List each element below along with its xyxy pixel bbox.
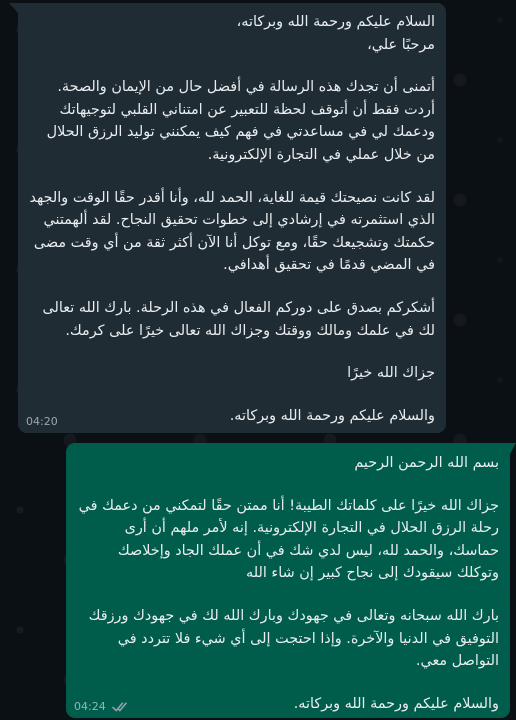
double-check-icon (112, 701, 130, 713)
paragraph-gap (29, 56, 435, 76)
message-greeting: السلام عليكم ورحمة الله وبركاته، (236, 14, 435, 30)
message-time: 04:20 (26, 415, 58, 428)
double-check-icon-svg (112, 701, 130, 713)
paragraph-gap (77, 673, 499, 693)
message-time: 04:24 (74, 700, 106, 713)
message-meta (26, 415, 58, 429)
message-basmala: بسم الله الرحمن الرحيم (354, 455, 499, 471)
paragraph-gap (77, 585, 499, 605)
paragraph-gap (29, 342, 435, 362)
message-closing: والسلام عليكم ورحمة الله وبركاته. (293, 695, 499, 712)
outgoing-message-bubble[interactable] (66, 443, 510, 718)
paragraph-gap (29, 385, 435, 405)
paragraph-gap (77, 475, 499, 495)
message-paragraph: بارك الله سبحانه وتعالى في جهودك وبارك الله لك في جهودك ورزقك التوفيق في الدنيا والآخرة. وإذا احتجت إلى أي شيء فلا تتردد في التواصل معي. (88, 607, 499, 670)
paragraph-gap (29, 167, 435, 187)
message-paragraph: أشكركم بصدق على دوركم الفعال في هذه الرحلة. بارك الله تعالى لك في علمك ومالك ووقتك وجزاك الله تعالى خيرًا على كرمك. (42, 299, 435, 339)
message-meta (74, 700, 130, 714)
message-closing: والسلام عليكم ورحمة الله وبركاته. (229, 407, 435, 424)
message-paragraph: جزاك الله خيرًا (347, 365, 435, 382)
message-paragraph: جزاك الله خيرًا على كلماتك الطيبة! أنا ممتن حقًا لتمكني من دعمك في رحلة الرزق الحلال في التجارة الإلكترونية. إنه لأمر ملهم أن أرى حماسك، والحمد لله، ليس لدي شك في أن عملك الجاد وإخلاصك وتوكلك سيقودك إلى نجاح كبير إن شاء الله (78, 497, 499, 582)
message-paragraph: أتمنى أن تجدك هذه الرسالة في أفضل حال من الإيمان والصحة. أردت فقط أن أتوقف لحظة للتعبير عن امتناني القلبي لتوجيهاتك ودعمك لي في مساعدتي في فهم كيف يمكنني توليد الرزق الحلال من خلال عملي في التجارة الإلكترونية. (46, 79, 435, 163)
incoming-message-bubble[interactable] (18, 3, 446, 433)
message-paragraph: لقد كانت نصيحتك قيمة للغاية، الحمد لله، وأنا أقدر حقًا الوقت والجهد الذي استثمرته في إرشادي إلى خطوات تحقيق النجاح. لقد ألهمتني حكمتك وتشجيعك حقًا، ومع توكل أنا الآن أكثر ثقة من أي وقت مضى في المضي قدمًا في تحقيق أهدافي. (29, 189, 435, 274)
paragraph-gap (29, 277, 435, 297)
outgoing-bubble-tail (510, 443, 516, 454)
message-salutation: مرحبًا علي، (367, 36, 435, 53)
